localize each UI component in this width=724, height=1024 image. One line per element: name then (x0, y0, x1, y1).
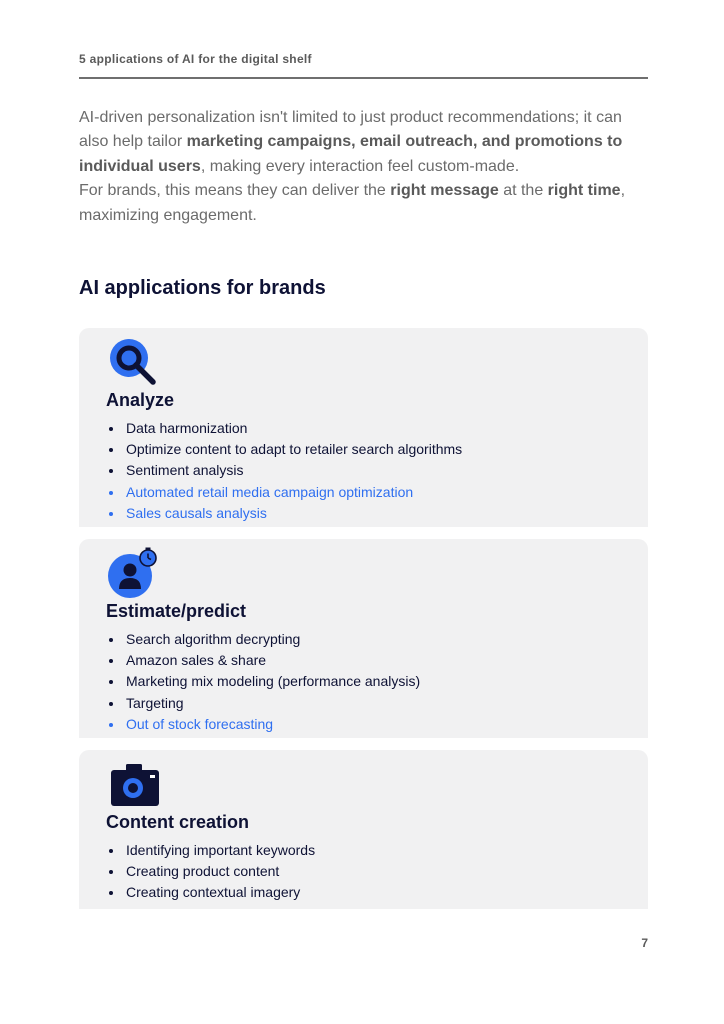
person-clock-icon (107, 547, 159, 599)
magnifier-icon (107, 336, 159, 388)
card-content-creation (79, 750, 648, 909)
intro-text-run: AI-driven personalization isn't limited to just product recommendations; it can also help tailor (79, 109, 622, 151)
card-estimate-predict (79, 539, 648, 738)
intro-paragraph-1 (79, 106, 648, 179)
list-item: Optimize content to adapt to retailer search algorithms (106, 439, 462, 460)
intro-text-run: For brands, this means they can deliver the (79, 182, 391, 200)
intro-paragraph-2 (79, 179, 648, 228)
intro-text-run: at the (498, 182, 548, 200)
card-list (106, 840, 315, 904)
intro-bold-run: right message (390, 182, 499, 200)
link-item[interactable]: Out of stock forecasting (106, 714, 420, 735)
intro-text-run: , making every interaction feel custom-made. (200, 157, 520, 175)
list-item: Data harmonization (106, 418, 462, 439)
list-item: Sentiment analysis (106, 460, 462, 481)
card-title: Estimate/predict (106, 601, 247, 621)
intro-text (79, 106, 648, 228)
list-item: Creating product content (106, 861, 315, 882)
list-item: Marketing mix modeling (performance analysis) (106, 671, 420, 692)
list-item: Identifying important keywords (106, 840, 315, 861)
card-title: Content creation (106, 812, 250, 832)
link-item[interactable]: Sales causals analysis (106, 503, 462, 524)
header-divider (79, 77, 648, 79)
list-item: Amazon sales & share (106, 650, 420, 671)
card-analyze (79, 328, 648, 527)
list-item: Creating contextual imagery (106, 882, 315, 903)
card-list (106, 418, 462, 524)
card-title: Analyze (106, 390, 175, 410)
page-number: 7 (641, 936, 648, 950)
camera-icon (107, 758, 159, 810)
card-list (106, 629, 420, 735)
intro-bold-run: right time (547, 182, 621, 200)
list-item: Search algorithm decrypting (106, 629, 420, 650)
link-item[interactable]: Automated retail media campaign optimization (106, 482, 462, 503)
intro-bold-run: marketing campaigns, email outreach, and promotions to individual users (79, 133, 623, 175)
list-item: Targeting (106, 693, 420, 714)
running-header: 5 applications of AI for the digital shelf (79, 52, 312, 66)
intro-text-run: , maximizing engagement. (79, 182, 626, 224)
section-title: AI applications for brands (79, 277, 326, 299)
